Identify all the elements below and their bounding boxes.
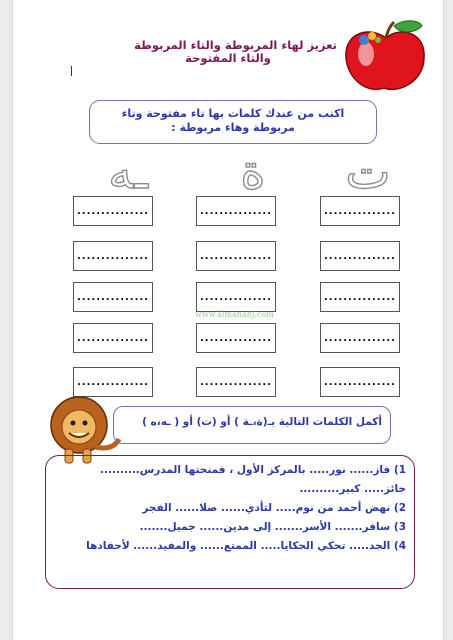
answer-box[interactable]: ............... — [196, 241, 276, 271]
answer-box[interactable]: ............... — [320, 241, 400, 271]
answer-box[interactable]: ............... — [73, 282, 153, 312]
apple-icon — [340, 18, 430, 96]
letter-haa: ـه — [108, 146, 148, 196]
answer-box[interactable]: ............... — [320, 282, 400, 312]
sentence-1: 1) فاز...... نور..... بالمركز الأول ، فمنحتها المدرس.......... — [99, 464, 406, 476]
outlined-letters — [83, 146, 403, 196]
answer-box[interactable]: ............... — [196, 367, 276, 397]
answer-box[interactable]: ............... — [320, 323, 400, 353]
answer-box[interactable]: ............... — [320, 367, 400, 397]
worksheet-page — [12, 0, 444, 640]
sentence-2: 2) نهض أحمد من نوم..... لتأدي...... صلا...... الفجر — [142, 502, 406, 514]
worksheet-title-line2: والتاء المفتوحة — [185, 51, 271, 65]
worksheet-title-line1: تعزيز لهاء المربوطة والتاء المربوطة — [134, 38, 337, 52]
letter-taa-maftouha: ت — [345, 146, 391, 196]
sentence-3: 3) سافر....... الأسر....... إلى مدين...... جميل....... — [139, 521, 406, 533]
answer-box[interactable]: ............... — [196, 323, 276, 353]
text-cursor-mark — [71, 66, 72, 76]
answer-box[interactable]: ............... — [196, 196, 276, 226]
letter-taa-marbouta: ة — [240, 146, 266, 196]
answer-box[interactable]: ............... — [73, 323, 153, 353]
sentence-1-cont: جائز..... كبير.......... — [299, 483, 406, 495]
answer-box[interactable]: ............... — [320, 196, 400, 226]
sentences-box — [45, 455, 415, 589]
exercise2-instruction: أكمل الكلمات التالية بـ(ة،ـة ) أو (ت) أو ( ـه،ه ) — [113, 406, 391, 444]
sentence-4: 4) الجد..... تحكي الحكايا..... الممتع...... والمفيد...... لأحفادها — [86, 540, 406, 552]
answer-box[interactable]: ............... — [73, 196, 153, 226]
answer-box[interactable]: ............... — [196, 282, 276, 312]
watermark: www.almanahj.com — [195, 310, 274, 319]
answer-box[interactable]: ............... — [73, 241, 153, 271]
instruction-box: اكتب من عندك كلمات بها تاء مفتوحة وتاء مربوطة وهاء مربوطة : — [89, 100, 377, 144]
answer-box[interactable]: ............... — [73, 367, 153, 397]
